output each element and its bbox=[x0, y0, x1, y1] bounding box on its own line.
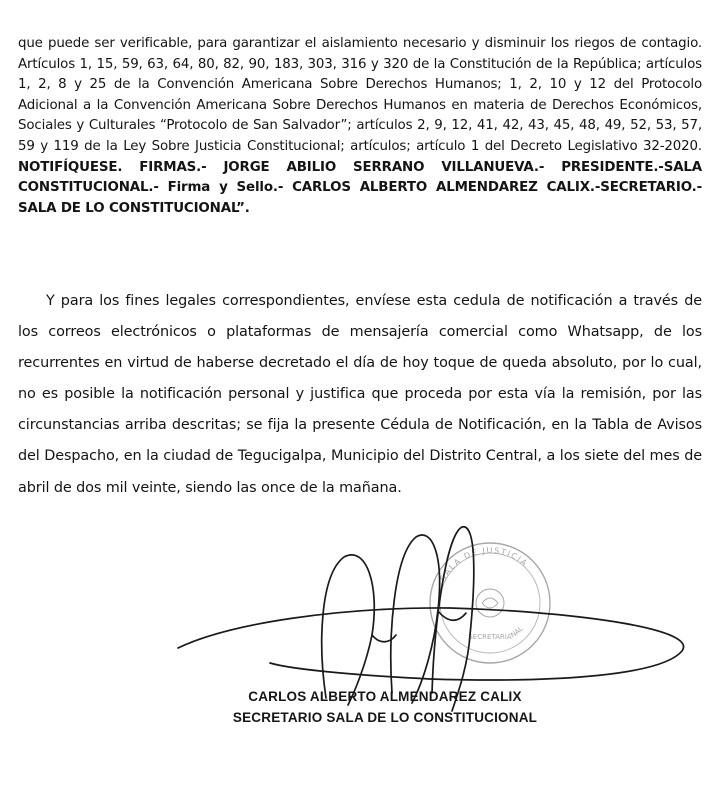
paragraph-citations-text: que puede ser verificable, para garantizar el aislamiento necesario y disminuir los riegos de contagio. Artículos 1, 15, 59, 63, 64, 80, 82, 90, 183, 303, 316 y 320 de la Constitución de la República; artículos 1, 2, 8 y 25 de la Convención Americana Sobre Derechos Humanos; 1, 2, 10 y 12 del Protocolo Adicional a la Convención Americana Sobre Derechos Humanos en materia de Derechos Económicos, Sociales y Culturales “Protocolo de San Salvador”; artículos 2, 9, 12, 41, 42, 43, 45, 48, 49, 52, 53, 57, 59 y 119 de la Ley Sobre Justicia Constitucional; artículos; artículo 1 del Decreto Legislativo 32-2020. bbox=[18, 36, 702, 154]
paragraph-notification-notice: Y para los fines legales correspondientes, envíese esta cedula de notificación a través de los correos electrónicos o plataformas de mensajería comercial como Whatsapp, de los recurrentes en virtud de haberse decretado el día de hoy toque de queda absoluto, por lo cual, no es posible la notificación personal y justifica que proceda por esta vía la remisión, por las circunstancias arriba descritas; se fija la presente Cédula de Notificación, en la Tabla de Avisos del Despacho, en la ciudad de Tegucigalpa, Municipio del Distrito Central, a los siete del mes de abril de dos mil veinte, siendo las once de la mañana. bbox=[18, 293, 702, 496]
signer-title: SECRETARIO SALA DE LO CONSTITUCIONAL bbox=[232, 710, 538, 725]
paragraph-notification-bold: NOTIFÍQUESE. FIRMAS.- JORGE ABILIO SERRANO VILLANUEVA.- PRESIDENTE.-SALA CONSTITUCIONAL.- Firma y Sello.- CARLOS ALBERTO ALMENDAREZ CALIX.-SECRETARIO.- SALA DE LO CONSTITUCIONAL”. bbox=[18, 159, 702, 216]
seal-center-text: SECRETARIA bbox=[468, 633, 512, 641]
official-seal-stamp bbox=[430, 543, 550, 663]
seal-top-text: SALA DE JUSTICIA bbox=[438, 545, 530, 583]
handwritten-signature bbox=[178, 527, 684, 711]
svg-text:SALA DE JUSTICIA bbox=[439, 546, 530, 583]
paragraph-legal-citations bbox=[18, 34, 702, 219]
seal-bottom-text: NAL bbox=[509, 624, 525, 640]
signer-name: CARLOS ALBERTO ALMENDAREZ CALIX bbox=[248, 689, 522, 704]
